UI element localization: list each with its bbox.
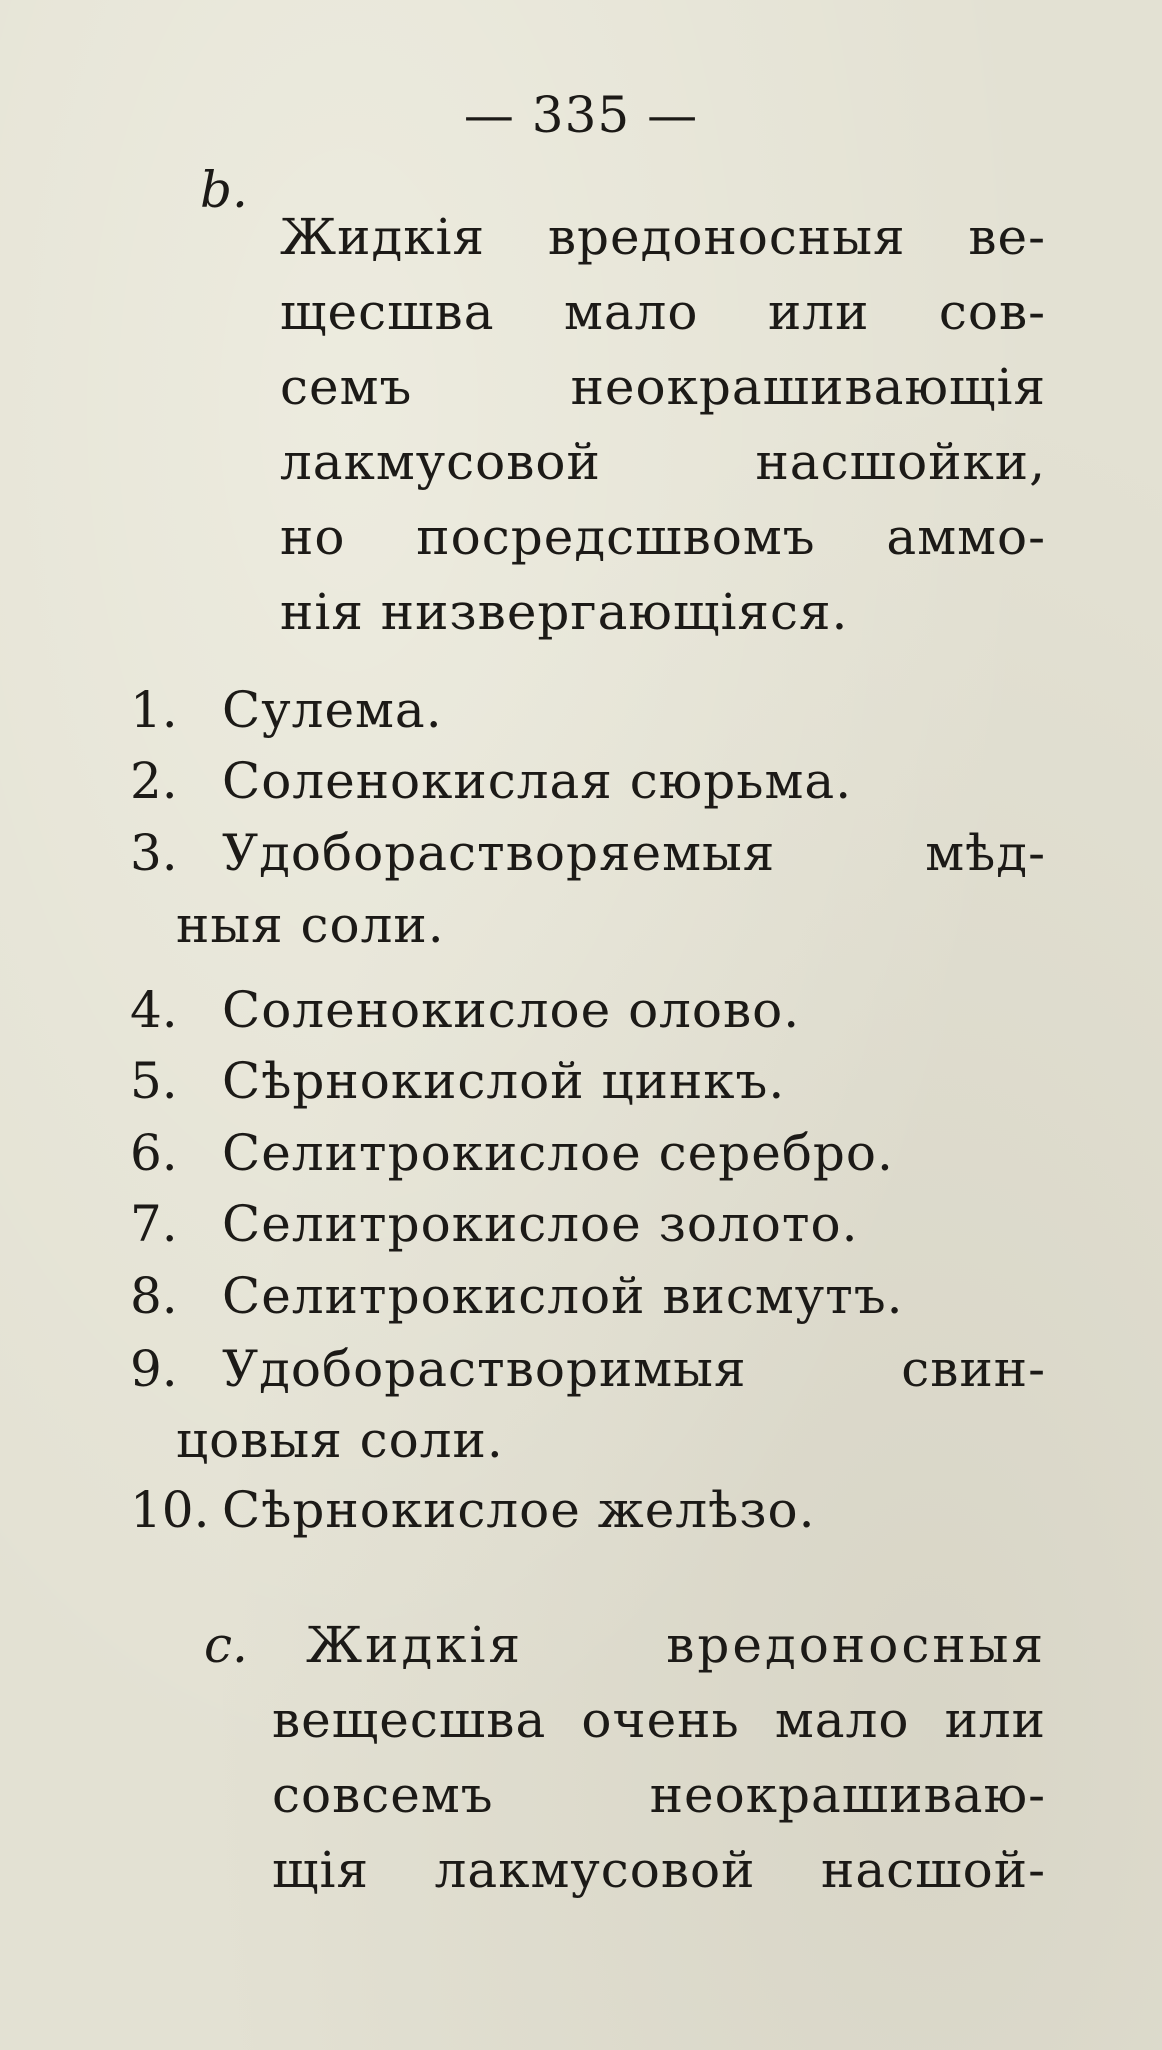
list-item-text: Сулема.: [222, 681, 443, 739]
list-item-text: Соленокислое олово.: [222, 981, 801, 1039]
list-number: 2.: [130, 752, 178, 810]
section-b-line: семъ неокрашивающія: [280, 358, 1046, 416]
list-item-text: Селитрокислое золото.: [222, 1195, 859, 1253]
list-item-text: Сѣрнокислой цинкъ.: [222, 1052, 786, 1110]
list-number: 10.: [130, 1481, 210, 1539]
list-number: 5.: [130, 1052, 178, 1110]
list-item-text: Соленокислая сюрьма.: [222, 752, 853, 810]
list-number: 4.: [130, 981, 178, 1039]
section-c-marker: c.: [204, 1616, 248, 1674]
section-b-line: щесшва мало или сов-: [280, 283, 1046, 341]
section-b-line: Жидкія вредоносныя ве-: [280, 208, 1046, 266]
section-b-line: лакмусовой насшойки,: [280, 433, 1046, 491]
list-number: 8.: [130, 1267, 178, 1325]
section-c-line: Жидкія вредоносныя: [306, 1616, 1046, 1674]
section-c-line: щія лакмусовой насшой-: [272, 1841, 1046, 1899]
list-number: 1.: [130, 681, 178, 739]
list-item-text: Селитрокислое серебро.: [222, 1124, 894, 1182]
section-c-line: вещесшва очень мало или: [272, 1691, 1046, 1749]
section-b-marker: b.: [200, 161, 248, 219]
list-item-text: Удоборастворяемыя мѣд-: [222, 824, 1046, 882]
section-c-line: совсемъ неокрашиваю-: [272, 1766, 1046, 1824]
list-item-text: Селитрокислой висмутъ.: [222, 1267, 904, 1325]
section-b-line: нія низвергающіяся.: [280, 583, 849, 641]
list-number: 3.: [130, 824, 178, 882]
list-number: 7.: [130, 1195, 178, 1253]
list-item-text: Удоборастворимыя свин-: [222, 1340, 1046, 1398]
section-b-line: но посредсшвомъ аммо-: [280, 508, 1046, 566]
list-item-text: Сѣрнокислое желѣзо.: [222, 1481, 816, 1539]
list-number: 6.: [130, 1124, 178, 1182]
list-item-text: ныя соли.: [176, 896, 445, 954]
list-item-text: цовыя соли.: [176, 1411, 504, 1469]
page-number: — 335 —: [463, 86, 699, 144]
list-number: 9.: [130, 1340, 178, 1398]
